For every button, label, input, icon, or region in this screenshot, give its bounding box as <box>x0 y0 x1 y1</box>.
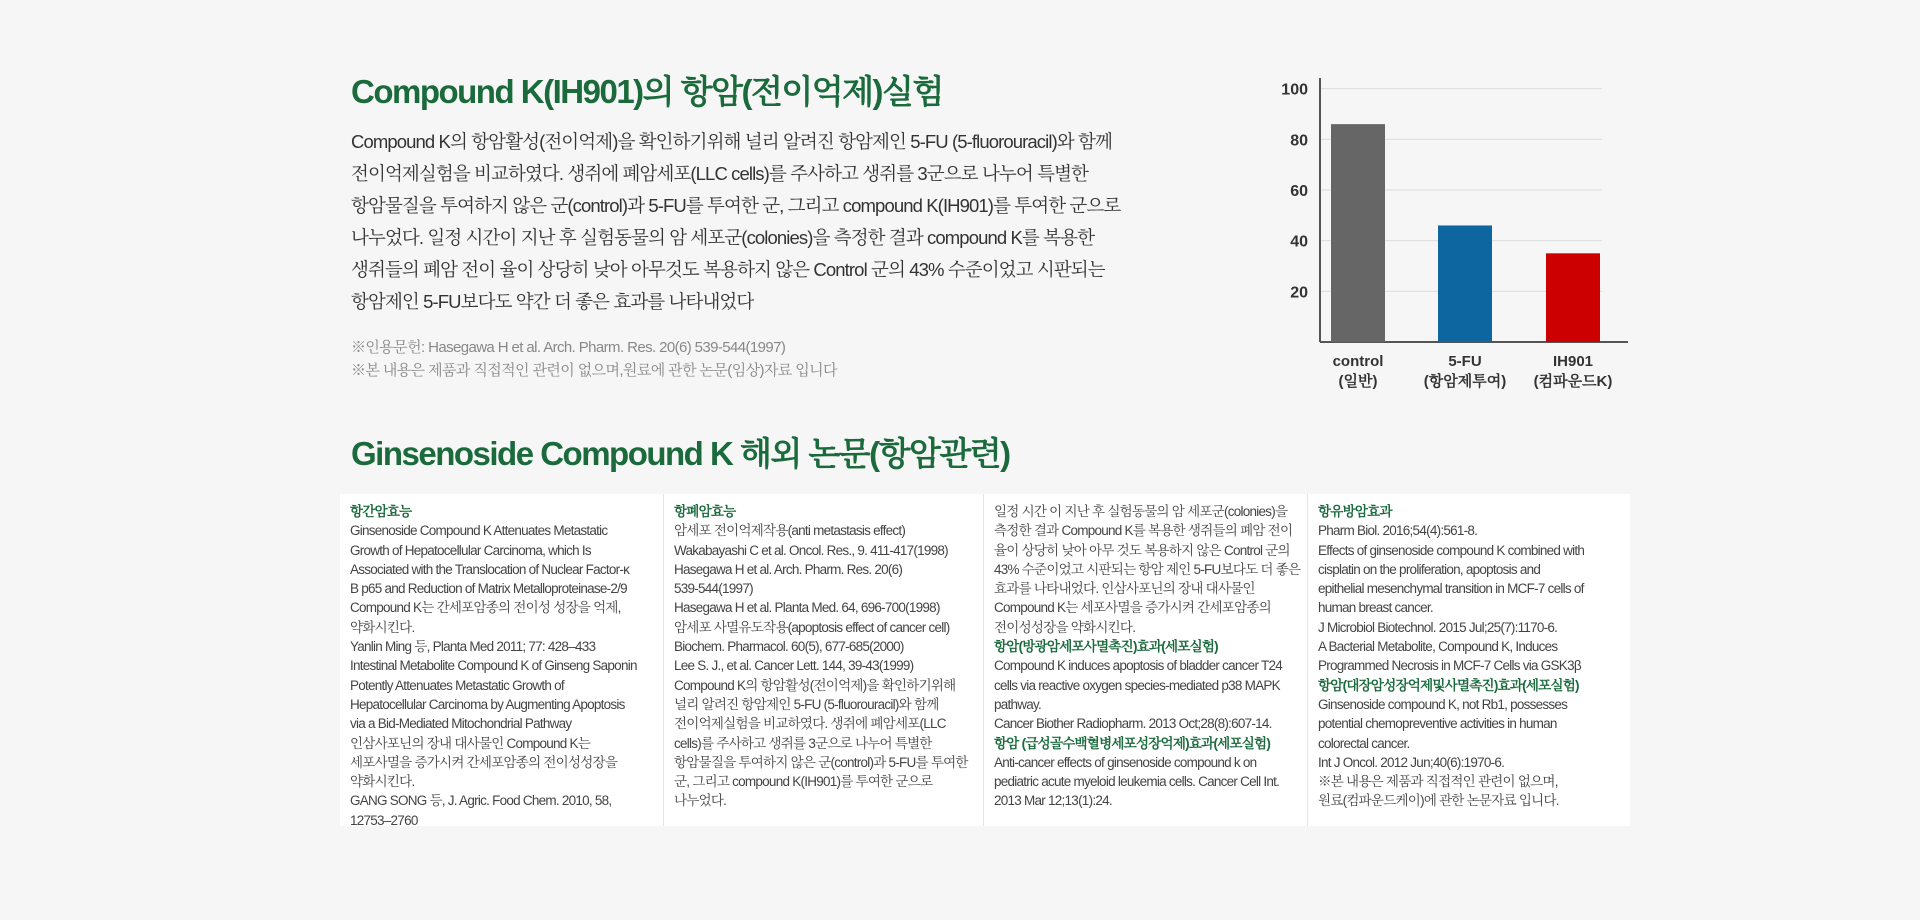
paper-line: 539-544(1997) <box>674 581 753 597</box>
paper-line: cells)를 주사하고 생쥐를 3군으로 나누어 특별한 <box>674 735 932 751</box>
paper-line: 암세포 사멸유도작용(apoptosis effect of cancer cell) <box>674 619 950 635</box>
section-title-experiment: Compound K(IH901)의 항암(전이억제)실험 <box>351 73 943 110</box>
paper-line: via a Bid-Mediated Mitochondrial Pathway <box>350 716 572 732</box>
paper-line: Hepatocellular Carcinoma by Augmenting Apoptosis <box>350 696 625 712</box>
paper-heading: 항암(방광암세포사멸촉진)효과(세포실험) <box>994 639 1218 655</box>
paper-line: cells via reactive oxygen species-mediated p38 MAPK <box>994 677 1280 693</box>
experiment-description <box>351 126 1151 318</box>
paper-line: Lee S. J., et al. Cancer Lett. 144, 39-43(1999) <box>674 658 914 674</box>
paper-line: 12753–2760 <box>350 812 418 826</box>
paper-line: 전이억제실험을 비교하였다. 생쥐에 폐암세포(LLC <box>674 716 946 732</box>
section-title-papers: Ginsenoside Compound K 해외 논문(항암관련) <box>351 435 1010 472</box>
disclaimer: ※본 내용은 제품과 직접적인 관련이 없으며,원료에 관한 논문(임상)자료 입니다 <box>351 362 837 379</box>
paper-line: 항암물질을 투여하지 않은 군(control)과 5-FU를 투여한 <box>674 754 968 770</box>
description-line: 항암물질을 투여하지 않은 군(control)과 5-FU를 투여한 군, 그리고 compound K(IH901)를 투여한 군으로 <box>351 195 1121 216</box>
paper-line: 효과를 나타내었다. 인삼사포닌의 장내 대사물인 <box>994 581 1255 597</box>
y-tick-label: 40 <box>1290 233 1308 251</box>
paper-line: 군, 그리고 compound K(IH901)를 투여한 군으로 <box>674 774 933 790</box>
paper-line: Compound K는 세포사멸을 증가시켜 간세포암종의 <box>994 600 1271 616</box>
paper-column-liver <box>340 494 664 826</box>
paper-line: A Bacterial Metabolite, Compound K, Induces <box>1318 639 1558 655</box>
papers-table <box>340 494 1630 826</box>
paper-line: potential chemopreventive activities in human <box>1318 716 1557 732</box>
paper-line: Yanlin Ming 등, Planta Med 2011; 77: 428–433 <box>350 639 596 655</box>
paper-line: 인삼사포닌의 장내 대사물인 Compound K는 <box>350 735 591 751</box>
paper-line: Int J Oncol. 2012 Jun;40(6):1970-6. <box>1318 754 1505 770</box>
paper-line: Programmed Necrosis in MCF-7 Cells via GSK3β <box>1318 658 1581 674</box>
paper-line: Potently Attenuates Metastatic Growth of <box>350 677 564 693</box>
y-tick-label: 60 <box>1290 183 1308 200</box>
y-tick-label: 20 <box>1290 284 1308 302</box>
paper-line: B p65 and Reduction of Matrix Metalloproteinase-2/9 <box>350 581 627 597</box>
paper-line: Anti-cancer effects of ginsenoside compound k on <box>994 754 1257 770</box>
description-line: 나누었다. 일정 시간이 지난 후 실험동물의 암 세포군(colonies)을 측정한 결과 compound K를 복용한 <box>351 227 1095 248</box>
paper-line: Hasegawa H et al. Arch. Pharm. Res. 20(6) <box>674 561 903 577</box>
x-tick-label: (항암제투여) <box>1423 373 1507 390</box>
paper-line: 널리 알려진 항암제인 5-FU (5-fluorouracil)와 함께 <box>674 696 939 712</box>
paper-line: Ginsenoside compound K, not Rb1, possesses <box>1318 696 1568 712</box>
chart-svg <box>1270 70 1670 400</box>
paper-line: Ginsenoside Compound K Attenuates Metastatic <box>350 523 608 539</box>
description-line: 전이억제실험을 비교하였다. 생쥐에 폐암세포(LLC cells)를 주사하고 생쥐를 3군으로 나누어 특별한 <box>351 163 1089 184</box>
paper-line: 43% 수준이었고 시판되는 항암 제인 5-FU보다도 더 좋은 <box>994 561 1301 577</box>
paper-line: 율이 상당히 낮아 아무 것도 복용하지 않은 Control 군의 <box>994 542 1290 558</box>
paper-line: 세포사멸을 증가시켜 간세포암종의 전이성성장을 <box>350 754 618 770</box>
x-tick-label: IH901 <box>1552 353 1594 370</box>
paper-line: pediatric acute myeloid leukemia cells. Cancer Cell Int. <box>994 774 1280 790</box>
paper-line: Wakabayashi C et al. Oncol. Res., 9. 411-417(1998) <box>674 542 948 558</box>
paper-line: Associated with the Translocation of Nuclear Factor-κ <box>350 561 630 577</box>
paper-line: 약화시킨다. <box>350 619 415 635</box>
paper-line: Hasegawa H et al. Planta Med. 64, 696-700(1998) <box>674 600 940 616</box>
bar-1 <box>1331 124 1385 342</box>
x-tick-label: control <box>1332 353 1384 370</box>
paper-line: 전이성성장을 약화시킨다. <box>994 619 1136 635</box>
bar-3 <box>1546 253 1600 342</box>
bar-2 <box>1438 225 1492 342</box>
paper-line: 원료(컴파운드케이)에 관한 논문자료 입니다. <box>1318 793 1559 809</box>
metastasis-bar-chart <box>1270 70 1670 400</box>
reference-notes <box>351 336 837 382</box>
paper-line: Intestinal Metabolite Compound K of Ginseng Saponin <box>350 658 637 674</box>
paper-line: J Microbiol Biotechnol. 2015 Jul;25(7):1170-6. <box>1318 619 1558 635</box>
paper-heading: 항암(대장암성장억제및사멸촉진)효과(세포실험) <box>1318 677 1579 693</box>
description-line: Compound K의 항암활성(전이억제)을 확인하기위해 널리 알려진 항암제인 5-FU (5-fluorouracil)와 함께 <box>351 131 1112 152</box>
paper-line: 암세포 전이억제작용(anti metastasis effect) <box>674 523 906 539</box>
paper-line: Pharm Biol. 2016;54(4):561-8. <box>1318 523 1478 539</box>
paper-line: epithelial mesenchymal transition in MCF-7 cells of <box>1318 581 1584 597</box>
paper-line: 측정한 결과 Compound K를 복용한 생쥐들의 폐암 전이 <box>994 523 1293 539</box>
x-tick-label: 5-FU <box>1448 353 1482 370</box>
paper-column-breast-colorectal <box>1308 494 1630 826</box>
paper-line: human breast cancer. <box>1318 600 1433 616</box>
paper-heading: 항암 (급성골수백혈병세포성장억제)효과(세포실험) <box>994 735 1271 751</box>
paper-column-lung <box>664 494 984 826</box>
paper-line: 약화시킨다. <box>350 774 415 790</box>
paper-column-bladder-leukemia <box>984 494 1308 826</box>
paper-line: Biochem. Pharmacol. 60(5), 677-685(2000) <box>674 639 904 655</box>
paper-line: ※본 내용은 제품과 직접적인 관련이 없으며, <box>1318 774 1558 790</box>
paper-line: Compound K induces apoptosis of bladder cancer T24 <box>994 658 1282 674</box>
paper-line: cisplatin on the proliferation, apoptosis and <box>1318 561 1541 577</box>
paper-heading: 항간암효능 <box>350 504 412 519</box>
paper-line: pathway. <box>994 696 1042 712</box>
x-tick-label: (컴파운드K) <box>1533 373 1613 390</box>
paper-line: 2013 Mar 12;13(1):24. <box>994 793 1112 809</box>
paper-heading: 항유방암효과 <box>1318 504 1392 519</box>
paper-line: Cancer Biother Radiopharm. 2013 Oct;28(8):607-14. <box>994 716 1272 732</box>
paper-line: Compound K의 항암활성(전이억제)을 확인하기위해 <box>674 677 956 693</box>
y-tick-label: 100 <box>1281 81 1308 99</box>
paper-line: colorectal cancer. <box>1318 735 1410 751</box>
paper-line: Compound K는 간세포암종의 전이성 성장을 억제, <box>350 600 621 616</box>
x-tick-label: (일반) <box>1338 373 1378 390</box>
description-line: 생쥐들의 폐암 전이 율이 상당히 낮아 아무것도 복용하지 않은 Control 군의 43% 수준이었고 시판되는 <box>351 259 1105 280</box>
paper-line: Effects of ginsenoside compound K combined with <box>1318 542 1585 558</box>
y-tick-label: 80 <box>1290 132 1308 150</box>
description-line: 항암제인 5-FU보다도 약간 더 좋은 효과를 나타내었다 <box>351 291 754 312</box>
paper-line: GANG SONG 등, J. Agric. Food Chem. 2010, 58, <box>350 793 612 809</box>
paper-line: Growth of Hepatocellular Carcinoma, which Is <box>350 542 591 558</box>
citation: ※인용문헌: Hasegawa H et al. Arch. Pharm. Res. 20(6) 539-544(1997) <box>351 339 786 356</box>
paper-line: 일정 시간 이 지난 후 실험동물의 암 세포군(colonies)을 <box>994 504 1288 519</box>
paper-line: 나누었다. <box>674 793 727 809</box>
paper-heading: 항폐암효능 <box>674 504 736 519</box>
